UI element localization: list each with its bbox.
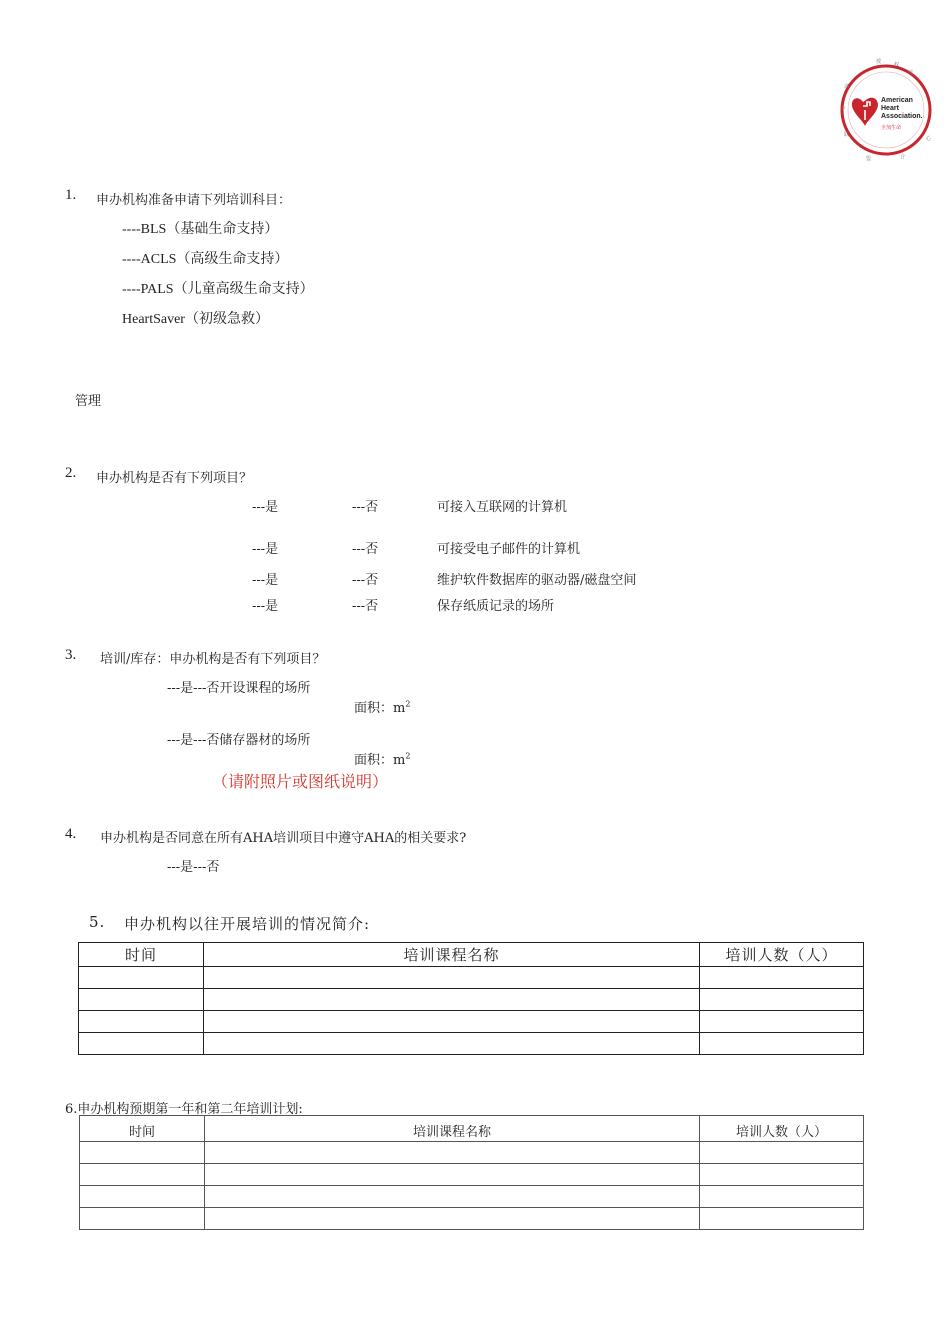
table-header-row [79,943,864,967]
table-cell[interactable] [700,989,864,1011]
area-field[interactable] [354,749,410,768]
table-cell[interactable] [204,967,700,989]
table-cell[interactable] [700,1164,864,1186]
table-cell[interactable] [205,1208,700,1230]
table-cell[interactable] [700,1011,864,1033]
item-label: 可接入互联网的计算机 [437,500,568,515]
section-5-number: 5. [89,913,106,931]
no-option[interactable]: ---否 [352,599,379,614]
table-cell[interactable] [204,1011,700,1033]
header-course-name: 培训课程名称 [205,1116,700,1142]
table-cell[interactable] [700,967,864,989]
logo-text-line: Heart [881,105,899,112]
section-4-number: 4. [65,826,77,842]
table-row [79,1033,864,1055]
table-cell[interactable] [700,1208,864,1230]
yes-option[interactable]: ---是 [252,599,279,614]
area-field[interactable] [354,697,410,716]
table-row [79,989,864,1011]
header-time: 时间 [80,1116,205,1142]
item-label: 可接受电子邮件的计算机 [437,542,581,557]
table-cell[interactable] [79,967,204,989]
no-option[interactable]: ---否 [352,542,379,557]
logo-ring-char: 联 [844,132,850,138]
past-training-table [78,942,864,1055]
table-header-row [80,1116,864,1142]
table-row [80,1186,864,1208]
logo-ring-char: 权 [894,62,900,68]
table-cell[interactable] [700,1186,864,1208]
logo-subtext: 全加生命 [881,125,902,131]
area-label: 面积：m [354,701,406,716]
logo-ring-char: 心 [926,136,932,142]
table-cell[interactable] [205,1142,700,1164]
table-cell[interactable] [80,1208,205,1230]
section-1-title: 申办机构准备申请下列培训科目： [96,193,292,208]
management-label: 管理 [75,394,102,409]
item-label: 维护软件数据库的驱动器/磁盘空间 [437,573,637,588]
table-row [80,1164,864,1186]
table-cell[interactable] [79,1033,204,1055]
section-2-title: 申办机构是否有下列项目？ [96,471,253,486]
section-5-title: 申办机构以往开展培训的情况简介: [124,915,371,933]
logo-ring-char: 培 [908,70,914,76]
logo-ring-char: 合 [900,154,906,160]
no-option[interactable]: ---否 [352,573,379,588]
area-unit-sup: 2 [405,699,411,709]
table-cell[interactable] [204,1033,700,1055]
item-label: 保存纸质记录的场所 [437,599,555,614]
logo-ring-char: 训 [844,84,850,90]
section-6-title: 6.申办机构预期第一年和第二年培训计划: [65,1102,303,1117]
table-row [80,1208,864,1230]
table-cell[interactable] [80,1186,205,1208]
header-time: 时间 [79,943,204,967]
course-item-acls: ----ACLS（高级生命支持） [122,252,289,267]
area-unit-sup: 2 [405,751,411,761]
course-item-bls: ----BLS（基础生命支持） [122,222,279,237]
storage-venue-question[interactable]: ---是---否储存器材的场所 [167,733,311,748]
table-cell[interactable] [80,1164,205,1186]
table-row [80,1142,864,1164]
course-venue-question[interactable]: ---是---否开设课程的场所 [167,681,311,696]
agree-yes-no[interactable]: ---是---否 [167,860,220,875]
table-cell[interactable] [80,1142,205,1164]
section-2-number: 2. [65,465,77,481]
section-1-number: 1. [65,187,77,203]
section-3-title: 培训/库存：申办机构是否有下列项目？ [100,652,326,667]
logo-ring-char: 中 [840,106,846,112]
yes-option[interactable]: ---是 [252,573,279,588]
logo-ring-char: 盟 [866,156,872,162]
table-cell[interactable] [205,1164,700,1186]
header-trainee-count: 培训人数（人） [700,1116,864,1142]
logo-text-line: American [881,97,913,104]
no-option[interactable]: ---否 [352,500,379,515]
attachment-note: （请附照片或图纸说明） [212,772,389,791]
logo-text-line: Association. [881,113,923,120]
header-trainee-count: 培训人数（人） [700,943,864,967]
yes-option[interactable]: ---是 [252,542,279,557]
area-label: 面积：m [354,753,406,768]
table-cell[interactable] [79,1011,204,1033]
header-course-name: 培训课程名称 [204,943,700,967]
logo-ring-char: 授 [876,59,882,65]
course-item-heartsaver: HeartSaver（初级急救） [122,312,269,327]
table-cell[interactable] [700,1142,864,1164]
yes-option[interactable]: ---是 [252,500,279,515]
table-row [79,967,864,989]
table-row [79,1011,864,1033]
course-item-pals: ----PALS（儿童高级生命支持） [122,282,314,297]
table-cell[interactable] [205,1186,700,1208]
planned-training-table [79,1115,864,1230]
table-cell[interactable] [79,989,204,1011]
aha-logo [836,54,936,166]
section-3-number: 3. [65,647,77,663]
section-4-title: 申办机构是否同意在所有AHA培训项目中遵守AHA的相关要求? [100,831,467,846]
table-cell[interactable] [700,1033,864,1055]
table-cell[interactable] [204,989,700,1011]
